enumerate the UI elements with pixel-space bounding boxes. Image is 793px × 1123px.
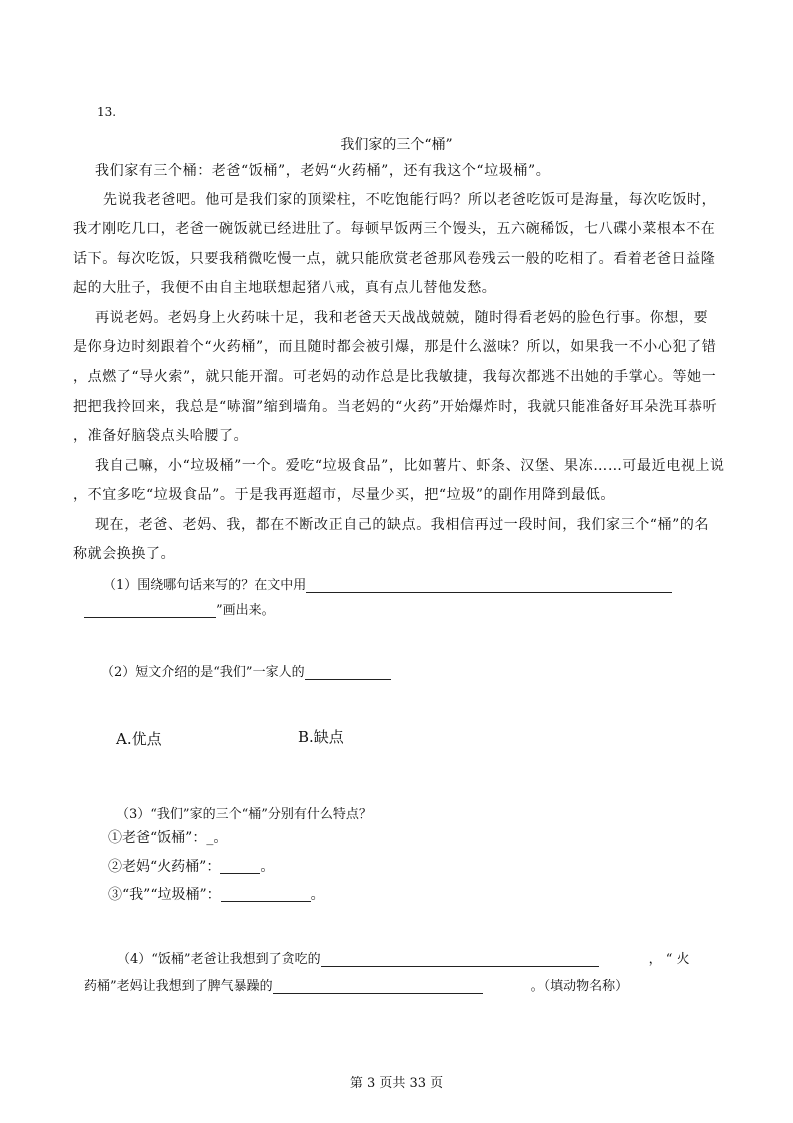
- answer-blank[interactable]: [321, 952, 599, 967]
- passage-line: 我们家有三个桶：老爸“饭桶”，老妈“火药桶”，还有我这个“垃圾桶”。: [95, 163, 551, 179]
- question-4-line-1: [117, 948, 690, 967]
- passage-line: 先说我老爸吧。他可是我们家的顶梁柱，不吃饱能行吗？所以老爸吃饭可是海量，每次吃饭时，: [103, 192, 717, 208]
- passage-line: 我才刚吃几口，老爸一碗饭就已经进肚了。每顿早饭两三个馒头，五六碗稀饭，七八碟小菜根本不在: [73, 221, 716, 237]
- question-2-text: （2）短文介绍的是“我们”一家人的: [101, 665, 305, 680]
- question-3-item-1: ①老爸“饭桶”：_。: [108, 830, 228, 846]
- question-1-tail: ”画出来。: [216, 603, 275, 618]
- option-b[interactable]: B.缺点: [298, 728, 344, 746]
- question-1: [103, 574, 672, 593]
- question-3-item-label: ③“我”“垃圾桶”：: [108, 887, 221, 903]
- question-1-text: （1）围绕哪句话来写的？在文中用: [103, 578, 307, 593]
- passage-line: 起的大肚子，我便不由自主地联想起猪八戒，真有点儿替他发愁。: [73, 280, 497, 296]
- option-a[interactable]: A.优点: [116, 730, 162, 748]
- passage-line: ，不宜多吃“垃圾食品”。于是我再逛超市，尽量少买，把“垃圾”的副作用降到最低。: [73, 487, 616, 503]
- question-4-line-2: [84, 975, 628, 994]
- question-number: 13.: [97, 105, 117, 119]
- question-3-item-2: [108, 859, 274, 874]
- passage-line: ，点燃了“导火索”，就只能开溜。可老妈的动作总是比我敏捷，我每次都逃不出她的手掌心。等她一: [73, 369, 717, 385]
- question-4-text: 。（填动物名称）: [530, 979, 629, 994]
- answer-blank[interactable]: [84, 603, 216, 618]
- passage-line: 是你身边时刻跟着个“火药桶”，而且随时都会被引爆，那是什么滋味？所以，如果我一不小心犯了错: [73, 339, 717, 355]
- question-3-item-end: 。: [260, 859, 275, 875]
- page-footer: 第 3 页共 33 页: [349, 1076, 444, 1091]
- passage-title: 我们家的三个“桶”: [340, 137, 453, 153]
- passage-line: 再说老妈。老妈身上火药味十足，我和老爸天天战战兢兢，随时得看老妈的脸色行事。你想，要: [95, 310, 709, 326]
- answer-blank[interactable]: [273, 979, 483, 994]
- passage-line: 把把我拎回来，我总是“哧溜”缩到墙角。当老妈的“火药”开始爆炸时，我就只能准备好耳朵洗耳恭听: [73, 399, 718, 415]
- question-2: [101, 661, 391, 680]
- passage-line: 话下。每次吃饭，只要我稍微吃慢一点，就只能欣赏老爸那风卷残云一般的吃相了。看着老爸日益隆: [73, 251, 716, 267]
- passage-line: 称就会换换了。: [73, 546, 176, 562]
- question-4-text: （4）“饭桶”老爸让我想到了贪吃的: [117, 952, 321, 967]
- question-3: （3）“我们”家的三个“桶”分别有什么特点？: [116, 807, 372, 822]
- answer-blank[interactable]: [305, 665, 391, 680]
- question-4-text: 药桶”老妈让我想到了脾气暴躁的: [84, 979, 273, 994]
- question-3-item-3: [108, 887, 325, 902]
- question-3-item-label: ②老妈“火药桶”：: [108, 859, 221, 875]
- answer-blank[interactable]: [220, 859, 260, 874]
- question-4-text: ， “ 火: [648, 952, 690, 967]
- passage-line: ，准备好脑袋点头哈腰了。: [73, 428, 249, 444]
- passage-line: 现在，老爸、老妈、我，都在不断改正自己的缺点。我相信再过一段时间，我们家三个“桶”的名: [95, 517, 710, 533]
- answer-blank[interactable]: [221, 887, 311, 902]
- answer-blank[interactable]: [306, 578, 672, 593]
- question-1-continued: [84, 599, 275, 618]
- question-3-item-end: 。: [310, 887, 325, 903]
- passage-line: 我自己嘛，小“垃圾桶”一个。爱吃“垃圾食品”，比如薯片、虾条、汉堡、果冻……可最近电视上说: [95, 458, 725, 474]
